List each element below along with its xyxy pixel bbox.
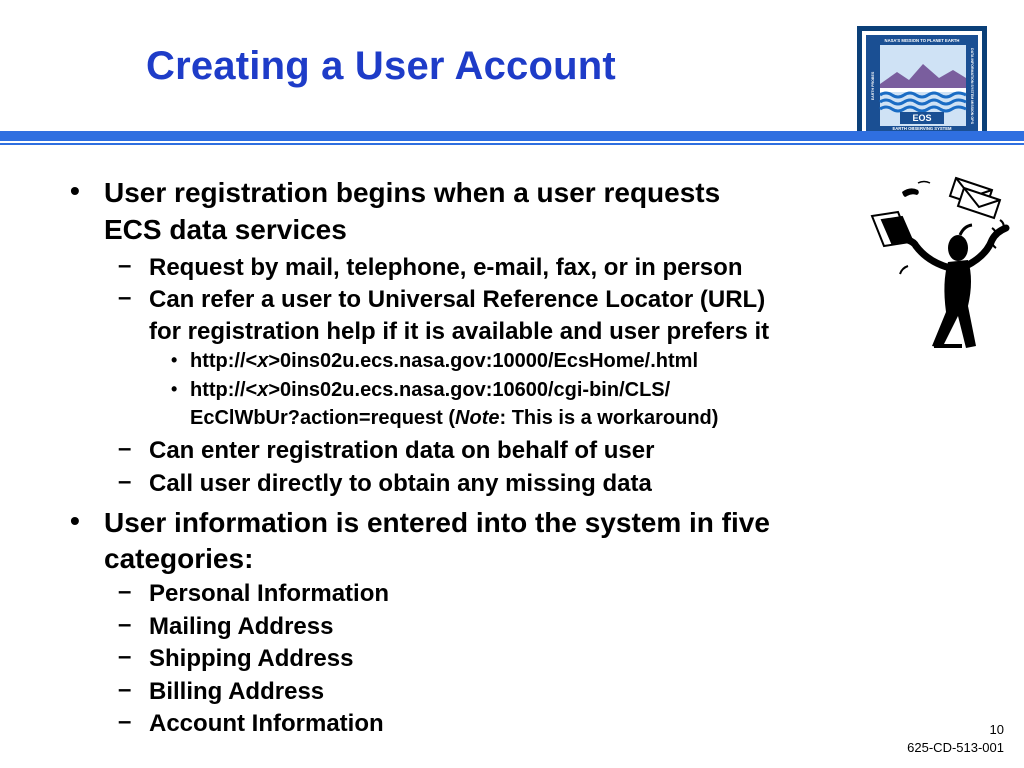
title-rule-thin: [0, 143, 1024, 145]
sub-bullet-url-line-1: Can refer a user to Universal Reference Locator (URL): [149, 286, 766, 313]
sub-bullet-url-line-2: for registration help if it is available and user prefers it: [149, 318, 770, 345]
url-1: http://<x>0ins02u.ecs.nasa.gov:10000/EcsHome/.html: [190, 350, 699, 372]
bullet-2-line-2: categories:: [104, 543, 254, 574]
sub-bullet-marker: –: [118, 284, 132, 311]
category-personal-information: Personal Information: [149, 580, 390, 607]
sub-bullet-marker: –: [118, 435, 132, 462]
sub-bullet-call-user: Call user directly to obtain any missing data: [149, 470, 652, 497]
logo-center-text: EOS: [912, 113, 932, 123]
category-shipping-address: Shipping Address: [149, 645, 354, 672]
logo-bottom-text: EARTH OBSERVING SYSTEM: [892, 126, 952, 131]
logo-left-text: EARTH PROBES: [871, 71, 875, 101]
bullet-marker: •: [70, 505, 80, 536]
bullet-marker: •: [70, 175, 80, 206]
category-account-information: Account Information: [149, 710, 384, 737]
category-mailing-address: Mailing Address: [149, 613, 334, 640]
category-marker: –: [118, 708, 132, 735]
category-marker: –: [118, 676, 132, 703]
category-billing-address: Billing Address: [149, 678, 325, 705]
sub-bullet-enter-data: Can enter registration data on behalf of user: [149, 437, 655, 464]
page-number: 10: [989, 722, 1004, 737]
sub-bullet-marker: –: [118, 252, 132, 279]
sub-bullet-request-methods: Request by mail, telephone, e-mail, fax, or in person: [149, 254, 743, 281]
logo-top-text: NASA'S MISSION TO PLANET EARTH: [884, 38, 960, 43]
sub-bullet-marker: –: [118, 468, 132, 495]
url-2-line-2: EcClWbUr?action=request (Note: This is a workaround): [190, 407, 719, 429]
eos-logo-icon: [857, 26, 987, 141]
bullet-1-line-2: ECS data services: [104, 214, 347, 245]
category-marker: –: [118, 578, 132, 605]
user-with-phone-mail-fax-icon: [868, 170, 1018, 360]
bullet-1-line-1: User registration begins when a user requests: [104, 177, 721, 208]
category-marker: –: [118, 643, 132, 670]
url-bullet-marker: •: [171, 379, 178, 399]
bullet-2-line-1: User information is entered into the system in five: [104, 507, 770, 538]
url-bullet-marker: •: [171, 350, 178, 370]
url-2-line-1: http://<x>0ins02u.ecs.nasa.gov:10600/cgi-bin/CLS/: [190, 379, 671, 401]
logo-right-text: DATA INFORMATION SYSTEM MISSION OPS: [970, 48, 974, 124]
category-marker: –: [118, 611, 132, 638]
title-rule: [0, 131, 1024, 141]
slide-title: Creating a User Account: [146, 44, 616, 88]
document-number: 625-CD-513-001: [907, 740, 1004, 755]
